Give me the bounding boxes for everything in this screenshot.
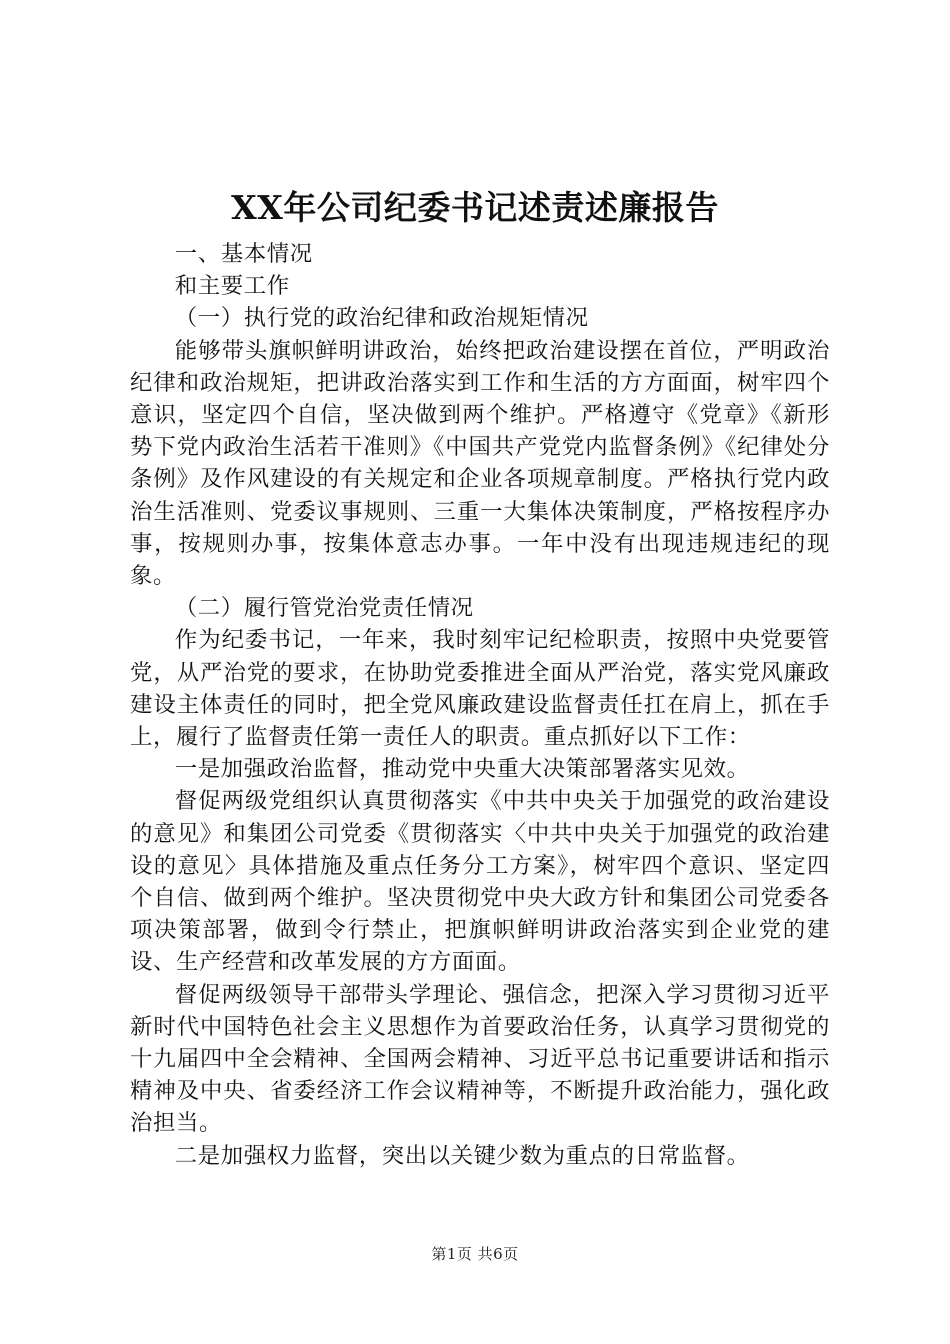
subsection-heading: （一）执行党的政治纪律和政治规矩情况	[174, 305, 589, 332]
subsection-heading: （二）履行管党治党责任情况	[174, 595, 474, 622]
body-paragraph: 二是加强权力监督，突出以关键少数为重点的日常监督。	[174, 1142, 750, 1169]
body-paragraph: 一是加强政治监督，推动党中央重大决策部署落实见效。	[174, 756, 750, 783]
section-heading: 一、基本情况	[174, 241, 313, 267]
document-body	[130, 238, 830, 1172]
body-paragraph: 能够带头旗帜鲜明讲政治，始终把政治建设摆在首位，严明政治纪律和政治规矩，把讲政治落实到工作和生活的方方面面，树牢四个意识，坚定四个自信，坚决做到两个维护。严格遵守《党章》《新形势下党内政治生活若干准则》《中国共产党党内监督条例》《纪律处分条例》及作风建设的有关规定和企业各项规章制度。严格执行党内政治生活准则、党委议事规则、三重一大集体决策制度，严格按程序办事，按规则办事，按集体意志办事。一年中没有出现违规违纪的现象。	[130, 337, 830, 590]
body-paragraph: 督促两级领导干部带头学理论、强信念，把深入学习贯彻习近平新时代中国特色社会主义思想作为首要政治任务，认真学习贯彻党的十九届四中全会精神、全国两会精神、习近平总书记重要讲话和指示精神及中央、省委经济工作会议精神等，不断提升政治能力，强化政治担当。	[130, 981, 830, 1137]
section-heading-continued: 和主要工作	[174, 273, 290, 300]
body-paragraph: 督促两级党组织认真贯彻落实《中共中央关于加强党的政治建设的意见》和集团公司党委《贯彻落实〈中共中央关于加强党的政治建设的意见〉具体措施及重点任务分工方案》，树牢四个意识、坚定四个自信、做到两个维护。坚决贯彻党中央大政方针和集团公司党委各项决策部署，做到令行禁止，把旗帜鲜明讲政治落实到企业党的建设、生产经营和改革发展的方方面面。	[130, 788, 830, 976]
body-paragraph: 作为纪委书记，一年来，我时刻牢记纪检职责，按照中央党要管党，从严治党的要求，在协助党委推进全面从严治党，落实党风廉政建设主体责任的同时，把全党风廉政建设监督责任扛在肩上，抓在手上，履行了监督责任第一责任人的职责。重点抓好以下工作：	[130, 627, 830, 751]
page-number: 第1页 共6页	[431, 1245, 519, 1263]
document-title: XX年公司纪委书记述责述廉报告	[231, 188, 719, 227]
